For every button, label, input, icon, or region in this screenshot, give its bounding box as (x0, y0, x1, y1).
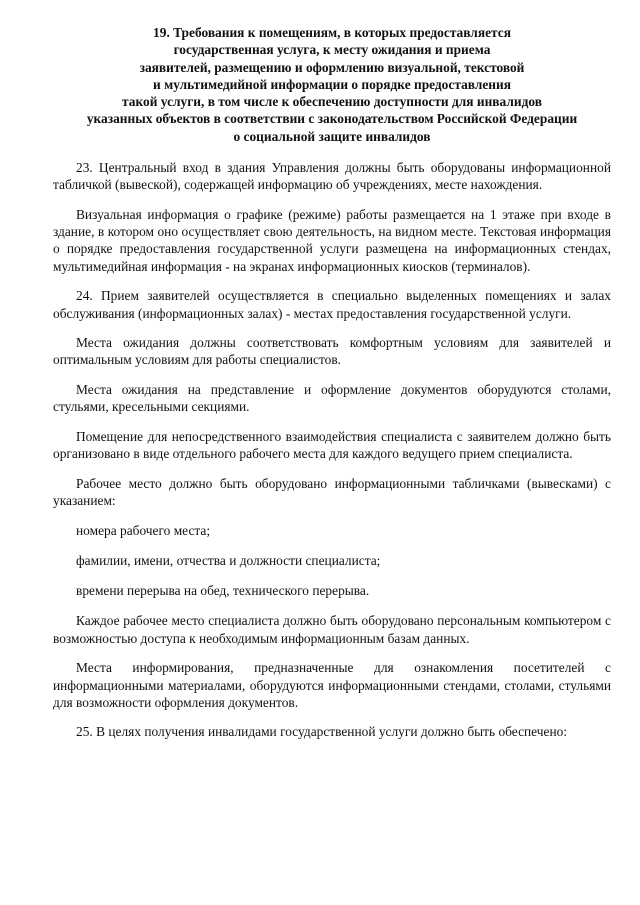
list-item: номера рабочего места; (76, 522, 211, 538)
heading-line: заявителей, размещению и оформлению визуальной, текстовой (139, 59, 525, 75)
heading-line: такой услуги, в том числе к обеспечению доступности для инвалидов (122, 94, 542, 110)
heading-line: указанных объектов в соответствии с законодательством Российской Федерации (86, 111, 578, 127)
heading-line: государственная услуга, к месту ожидания и приема (173, 42, 491, 58)
paragraph-24: 24. Прием заявителей осуществляется в специально выделенных помещениях и залах обслуживания (информационных залах) - местах предоставления государственной услуги. (53, 288, 611, 321)
paragraph-waiting-places: Места ожидания должны соответствовать комфортным условиям для заявителей и оптимальным условиям для работы специалистов. (53, 335, 611, 368)
paragraph-info-places: Места информирования, предназначенные для ознакомления посетителей с информационными материалами, оборудуются информационными стендами, столами, стульями для возможности оформления документов. (53, 660, 611, 710)
heading-line: и мультимедийной информации о порядке предоставления (153, 76, 511, 92)
paragraph-visual-info: Визуальная информация о графике (режиме) работы размещается на 1 этаже при входе в здание, в котором оно осуществляет свою деятельность, на видном месте. Текстовая информация о порядке предоставления государственной услуги размещена на информационных стендах, мультимедийная информация - на экранах информационных киосков (терминалов). (53, 206, 611, 274)
heading-line: о социальной защите инвалидов (233, 128, 431, 144)
document-page (53, 24, 611, 753)
list-item: времени перерыва на обед, технического перерыва. (76, 583, 370, 599)
paragraph-waiting-equipment: Места ожидания на представление и оформление документов оборудуются столами, стульями, кресельными секциями. (53, 382, 611, 415)
section-heading (53, 24, 611, 145)
paragraph-workplace-signs: Рабочее место должно быть оборудовано информационными табличками (вывесками) с указанием: (53, 475, 611, 509)
paragraph-25: 25. В целях получения инвалидами государственной услуги должно быть обеспечено: (76, 724, 568, 740)
heading-line: 19. Требования к помещениям, в которых предоставляется (153, 25, 511, 40)
paragraph-interaction-room: Помещение для непосредственного взаимодействия специалиста с заявителем должно быть организовано в виде отдельного рабочего места для каждого ведущего прием специалиста. (53, 429, 611, 462)
list-item: фамилии, имени, отчества и должности специалиста; (76, 553, 381, 569)
paragraph-workplace-computer: Каждое рабочее место специалиста должно быть оборудовано персональным компьютером с возможностью доступа к необходимым информационным базам данных. (53, 613, 611, 646)
paragraph-23: 23. Центральный вход в здания Управления должны быть оборудованы информационной табличкой (вывеской), содержащей информацию об учреждениях, месте нахождения. (53, 160, 611, 193)
